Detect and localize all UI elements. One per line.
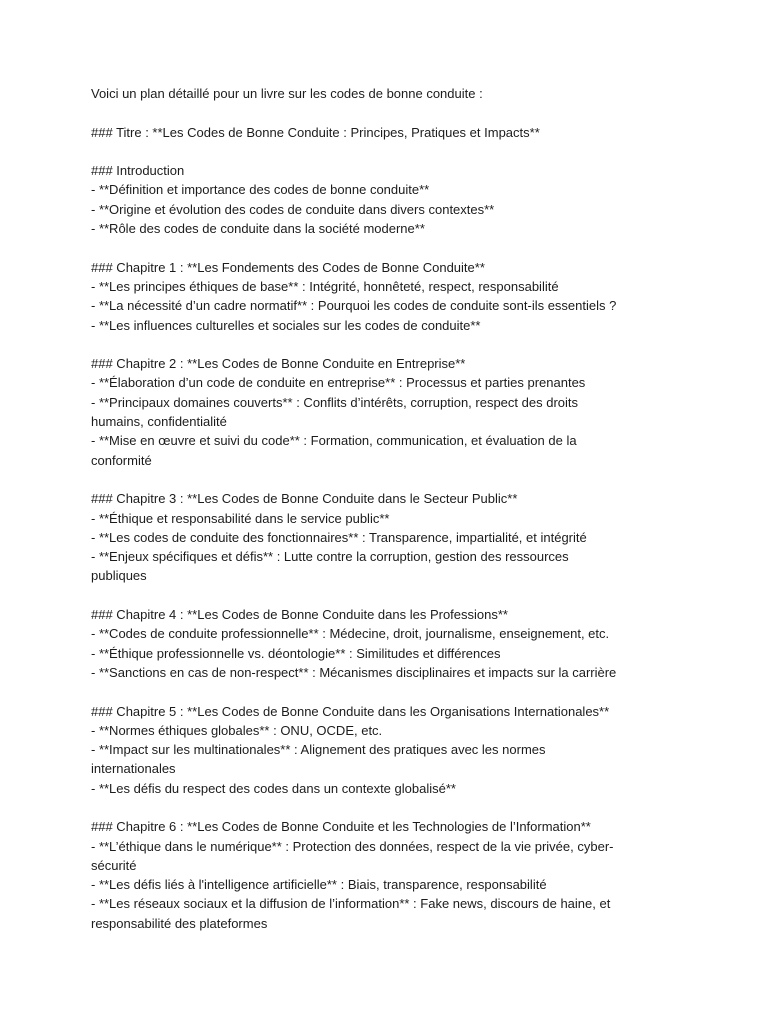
section-block [91, 605, 751, 682]
list-item [91, 393, 751, 432]
list-item [91, 875, 751, 894]
list-item [91, 431, 751, 470]
list-item-line: - **Les influences culturelles et sociales sur les codes de conduite** [91, 317, 481, 333]
list-item-line: - **Sanctions en cas de non-respect** : Mécanismes disciplinaires et impacts sur la carrière [91, 664, 617, 680]
list-item-line: - **Définition et importance des codes de bonne conduite** [91, 182, 430, 198]
section-heading: ### Chapitre 1 : **Les Fondements des Codes de Bonne Conduite** [91, 259, 485, 275]
list-item [91, 779, 751, 798]
list-item-line: - **Les principes éthiques de base** : Intégrité, honnêteté, respect, responsabilité [91, 278, 559, 294]
section-block [91, 354, 751, 470]
list-item [91, 180, 751, 199]
list-item [91, 509, 751, 528]
list-item-line: - **Les défis du respect des codes dans un contexte globalisé** [91, 780, 456, 796]
section-heading: ### Chapitre 2 : **Les Codes de Bonne Conduite en Entreprise** [91, 356, 466, 372]
list-item-line: - **Rôle des codes de conduite dans la société moderne** [91, 221, 425, 237]
section-heading: ### Chapitre 5 : **Les Codes de Bonne Conduite dans les Organisations Internationales** [91, 703, 610, 719]
list-item-line: responsabilité des plateformes [91, 915, 268, 931]
list-item [91, 528, 751, 547]
section-heading: ### Chapitre 6 : **Les Codes de Bonne Conduite et les Technologies de l’Information** [91, 819, 591, 835]
list-item-line: - **Origine et évolution des codes de conduite dans divers contextes** [91, 201, 495, 217]
section-heading: ### Chapitre 4 : **Les Codes de Bonne Conduite dans les Professions** [91, 607, 508, 623]
list-item-line: - **Éthique et responsabilité dans le service public** [91, 510, 390, 526]
list-item-line: - **Codes de conduite professionnelle** : Médecine, droit, journalisme, enseignement, etc. [91, 626, 610, 642]
intro-line: Voici un plan détaillé pour un livre sur les codes de bonne conduite : [91, 86, 483, 101]
list-item-line: internationales [91, 761, 176, 777]
list-item [91, 837, 751, 876]
section-block [91, 817, 751, 933]
list-item-line: - **Les codes de conduite des fonctionnaires** : Transparence, impartialité, et intégrité [91, 529, 587, 545]
list-item-line: humains, confidentialité [91, 414, 227, 430]
section-heading: ### Chapitre 3 : **Les Codes de Bonne Conduite dans le Secteur Public** [91, 491, 518, 507]
list-item-line: - **Éthique professionnelle vs. déontologie** : Similitudes et différences [91, 645, 501, 661]
intro-paragraph [91, 84, 751, 103]
title-line: ### Titre : **Les Codes de Bonne Conduite : Principes, Pratiques et Impacts** [91, 124, 540, 140]
list-item [91, 219, 751, 238]
list-item-line: conformité [91, 452, 152, 468]
list-item-line: - **Les réseaux sociaux et la diffusion de l’information** : Fake news, discours de haine, et [91, 896, 611, 912]
list-item-line: - **Mise en œuvre et suivi du code** : Formation, communication, et évaluation de la [91, 433, 577, 449]
list-item [91, 373, 751, 392]
section-block [91, 161, 751, 238]
list-item-line: - **Élaboration d’un code de conduite en entreprise** : Processus et parties prenantes [91, 375, 586, 391]
list-item-line: - **Normes éthiques globales** : ONU, OCDE, etc. [91, 722, 383, 738]
list-item-line: - **Impact sur les multinationales** : Alignement des pratiques avec les normes [91, 742, 546, 758]
section-block [91, 489, 751, 585]
list-item [91, 740, 751, 779]
list-item [91, 547, 751, 586]
list-item [91, 296, 751, 315]
list-item-line: - **La nécessité d’un cadre normatif** : Pourquoi les codes de conduite sont-ils essentiels ? [91, 298, 617, 314]
list-item-line: sécurité [91, 857, 137, 873]
section-block [91, 702, 751, 798]
list-item [91, 721, 751, 740]
section-heading: ### Introduction [91, 163, 185, 179]
title-heading [91, 123, 751, 142]
document-page [91, 84, 751, 952]
list-item-line: - **Principaux domaines couverts** : Conflits d’intérêts, corruption, respect des droits [91, 394, 578, 410]
list-item [91, 277, 751, 296]
list-item [91, 663, 751, 682]
list-item [91, 894, 751, 933]
list-item-line: publiques [91, 568, 147, 584]
list-item [91, 200, 751, 219]
list-item-line: - **L’éthique dans le numérique** : Protection des données, respect de la vie privée, cyber- [91, 838, 614, 854]
list-item-line: - **Les défis liés à l'intelligence artificielle** : Biais, transparence, responsabilité [91, 877, 547, 893]
list-item-line: - **Enjeux spécifiques et défis** : Lutte contre la corruption, gestion des ressources [91, 549, 569, 565]
section-block [91, 258, 751, 335]
list-item [91, 624, 751, 643]
list-item [91, 316, 751, 335]
sections-container [91, 161, 751, 933]
list-item [91, 644, 751, 663]
